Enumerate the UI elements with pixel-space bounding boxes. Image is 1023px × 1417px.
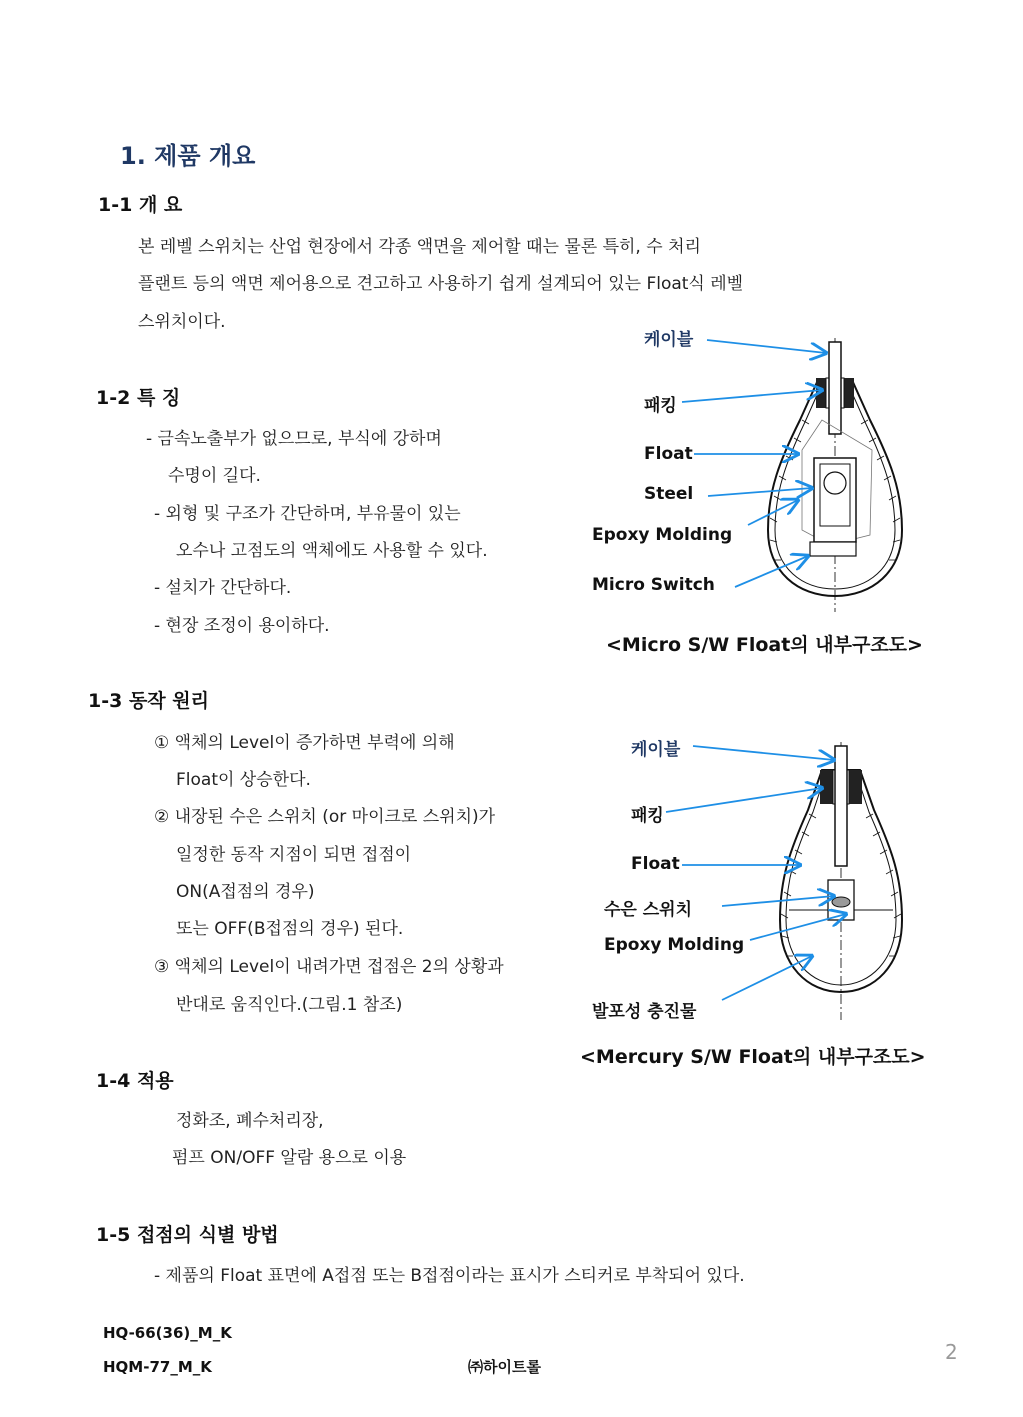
- overview-line-3: 스위치이다.: [138, 312, 226, 332]
- application-line-2: 펌프 ON/OFF 알람 용으로 이용: [172, 1148, 407, 1168]
- label-foam-2: 발포성 충진물: [592, 1002, 697, 1022]
- principle-line-5: ON(A접점의 경우): [176, 882, 315, 902]
- overview-line-2: 플랜트 등의 액면 제어용으로 견고하고 사용하기 쉽게 설계되어 있는 Float식 레벨: [138, 274, 744, 294]
- caption-mercury-diagram: <Mercury S/W Float의 내부구조도>: [580, 1046, 926, 1068]
- footer-model-2: HQM-77_M_K: [103, 1358, 212, 1376]
- label-epoxy-2: Epoxy Molding: [604, 935, 745, 955]
- label-cable-1: 케이블: [644, 330, 694, 350]
- mercury-switch-float-diagram: [590, 730, 920, 1030]
- heading-identification: 1-5 접점의 식별 방법: [96, 1224, 279, 1246]
- feature-line-6: - 현장 조정이 용이하다.: [154, 616, 330, 636]
- heading-features: 1-2 특 징: [96, 387, 181, 409]
- label-micro-switch-1: Micro Switch: [592, 575, 715, 595]
- label-cable-2: 케이블: [631, 740, 681, 760]
- footer-model-1: HQ-66(36)_M_K: [103, 1324, 232, 1342]
- label-packing-1: 패킹: [644, 396, 677, 416]
- principle-line-3: ② 내장된 수은 스위치 (or 마이크로 스위치)가: [154, 807, 496, 827]
- label-float-1: Float: [644, 444, 693, 464]
- heading-overview: 1-1 개 요: [98, 194, 183, 216]
- label-mercury-switch-2: 수은 스위치: [604, 900, 693, 920]
- heading-principle: 1-3 동작 원리: [88, 690, 209, 712]
- feature-line-4: 오수나 고점도의 액체에도 사용할 수 있다.: [176, 541, 488, 561]
- caption-micro-diagram: <Micro S/W Float의 내부구조도>: [606, 634, 923, 656]
- feature-line-2: 수명이 길다.: [168, 466, 261, 486]
- label-steel-1: Steel: [644, 484, 694, 504]
- feature-line-3: - 외형 및 구조가 간단하며, 부유물이 있는: [154, 504, 461, 524]
- heading-application: 1-4 적용: [96, 1070, 174, 1092]
- section-title: 1. 제품 개요: [120, 142, 256, 170]
- principle-line-4: 일정한 동작 지점이 되면 접점이: [176, 845, 412, 865]
- principle-line-1: ① 액체의 Level이 증가하면 부력에 의해: [154, 733, 455, 753]
- page-number: 2: [945, 1340, 958, 1364]
- label-epoxy-1: Epoxy Molding: [592, 525, 733, 545]
- principle-line-6: 또는 OFF(B접점의 경우) 된다.: [176, 919, 404, 939]
- label-float-2: Float: [631, 854, 680, 874]
- principle-line-2: Float이 상승한다.: [176, 770, 311, 790]
- footer-company: ㈜하이트롤: [468, 1358, 541, 1376]
- principle-line-7: ③ 액체의 Level이 내려가면 접점은 2의 상황과: [154, 957, 504, 977]
- identification-line-1: - 제품의 Float 표면에 A접점 또는 B접점이라는 표시가 스티커로 부착되어 있다.: [154, 1266, 745, 1286]
- feature-line-1: - 금속노출부가 없으므로, 부식에 강하며: [146, 429, 442, 449]
- feature-line-5: - 설치가 간단하다.: [154, 578, 292, 598]
- label-packing-2: 패킹: [631, 806, 664, 826]
- overview-line-1: 본 레벨 스위치는 산업 현장에서 각종 액면을 제어할 때는 물론 특히, 수 처리: [138, 237, 701, 257]
- principle-line-8: 반대로 움직인다.(그림.1 참조): [176, 995, 403, 1015]
- application-line-1: 정화조, 폐수처리장,: [176, 1111, 324, 1131]
